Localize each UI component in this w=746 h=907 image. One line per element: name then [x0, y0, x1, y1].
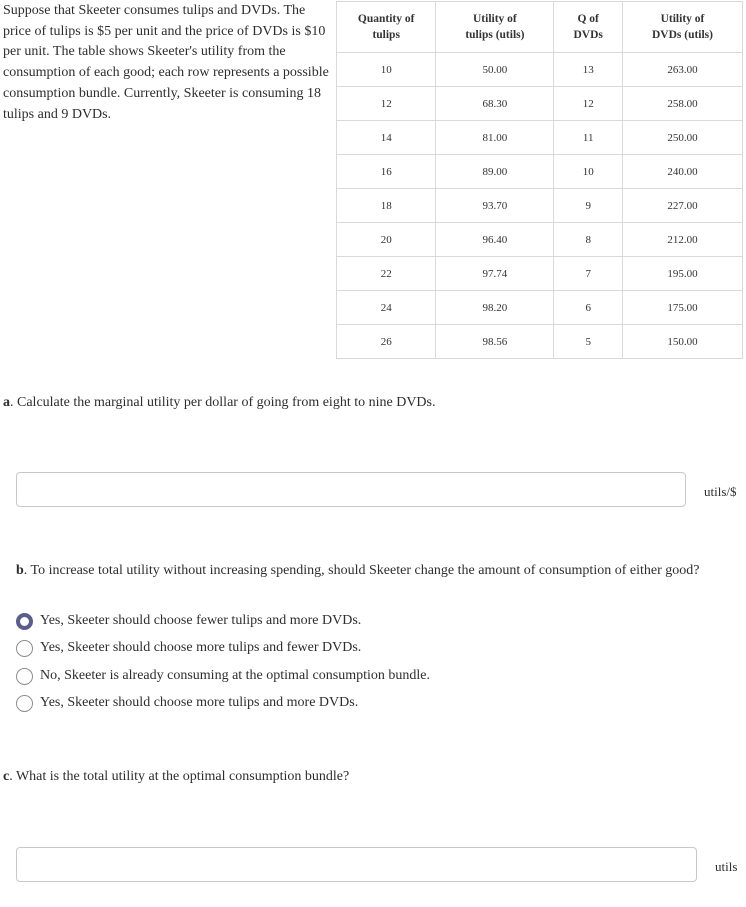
- table-row: [337, 155, 743, 189]
- header-quantity-tulips-line2: tulips: [372, 29, 400, 41]
- header-utility-dvds: [622, 2, 742, 53]
- cell-utility-dvds: 240.00: [622, 155, 742, 189]
- cell-quantity-dvds: 7: [554, 257, 623, 291]
- cell-utility-dvds: 175.00: [622, 291, 742, 325]
- table-row: [337, 291, 743, 325]
- question-b-text: . To increase total utility without increasing spending, should Skeeter change the amount of consumption of either good?: [23, 563, 700, 578]
- header-quantity-dvds: [554, 2, 623, 53]
- answer-c-input[interactable]: [16, 847, 697, 882]
- cell-quantity-tulips: 26: [337, 325, 436, 359]
- radio-button[interactable]: [16, 695, 33, 712]
- question-a-letter: a: [3, 395, 10, 410]
- cell-quantity-tulips: 10: [337, 53, 436, 87]
- question-c: [3, 768, 349, 786]
- table-row: [337, 121, 743, 155]
- option-already-optimal[interactable]: [16, 666, 430, 686]
- problem-intro: Suppose that Skeeter consumes tulips and DVDs. The price of tulips is $5 per unit and the price of DVDs is $10 per unit. The table shows Skeeter's utility from the consumption of each good; each row represents a possible consumption bundle. Currently, Skeeter is consuming 18 tulips and 9 DVDs.: [3, 3, 329, 122]
- option-label: Yes, Skeeter should choose more tulips and more DVDs.: [40, 695, 359, 710]
- option-more-tulips-more-dvds[interactable]: [16, 693, 358, 713]
- question-b-letter: b: [16, 563, 24, 578]
- cell-quantity-tulips: 24: [337, 291, 436, 325]
- cell-quantity-dvds: 10: [554, 155, 623, 189]
- cell-utility-dvds: 258.00: [622, 87, 742, 121]
- header-quantity-tulips: [337, 2, 436, 53]
- radio-button-selected[interactable]: [16, 613, 33, 630]
- cell-utility-tulips: 50.00: [436, 53, 554, 87]
- header-quantity-tulips-line1: Quantity of: [357, 13, 415, 25]
- cell-utility-dvds: 250.00: [622, 121, 742, 155]
- header-utility-tulips: [436, 2, 554, 53]
- question-c-letter: c: [3, 769, 10, 784]
- cell-quantity-tulips: 12: [337, 87, 436, 121]
- question-a-text: . Calculate the marginal utility per dollar of going from eight to nine DVDs.: [10, 395, 436, 410]
- header-utility-tulips-line2: tulips (utils): [465, 29, 525, 41]
- cell-utility-tulips: 97.74: [436, 257, 554, 291]
- cell-utility-tulips: 98.20: [436, 291, 554, 325]
- cell-quantity-dvds: 12: [554, 87, 623, 121]
- answer-c-unit: utils: [715, 859, 738, 874]
- header-utility-dvds-line2: DVDs (utils): [651, 29, 713, 41]
- table-row: [337, 325, 743, 359]
- cell-utility-dvds: 212.00: [622, 223, 742, 257]
- cell-quantity-tulips: 20: [337, 223, 436, 257]
- cell-utility-tulips: 81.00: [436, 121, 554, 155]
- cell-utility-tulips: 96.40: [436, 223, 554, 257]
- option-label: Yes, Skeeter should choose fewer tulips and more DVDs.: [40, 613, 362, 628]
- cell-utility-dvds: 263.00: [622, 53, 742, 87]
- cell-quantity-tulips: 14: [337, 121, 436, 155]
- cell-quantity-dvds: 5: [554, 325, 623, 359]
- answer-a-unit: utils/$: [704, 484, 737, 499]
- cell-quantity-dvds: 13: [554, 53, 623, 87]
- table-row: [337, 53, 743, 87]
- table-row: [337, 223, 743, 257]
- cell-utility-dvds: 195.00: [622, 257, 742, 291]
- question-a: [3, 394, 435, 412]
- option-label: Yes, Skeeter should choose more tulips and fewer DVDs.: [40, 640, 362, 655]
- table-row: [337, 189, 743, 223]
- cell-utility-tulips: 93.70: [436, 189, 554, 223]
- table-row: [337, 257, 743, 291]
- question-c-text: . What is the total utility at the optimal consumption bundle?: [9, 769, 350, 784]
- cell-utility-tulips: 68.30: [436, 87, 554, 121]
- cell-quantity-tulips: 22: [337, 257, 436, 291]
- cell-quantity-dvds: 11: [554, 121, 623, 155]
- cell-quantity-dvds: 6: [554, 291, 623, 325]
- cell-quantity-dvds: 8: [554, 223, 623, 257]
- radio-button[interactable]: [16, 640, 33, 657]
- option-fewer-tulips-more-dvds[interactable]: [16, 611, 361, 631]
- radio-button[interactable]: [16, 668, 33, 685]
- question-b: [16, 562, 699, 580]
- cell-quantity-dvds: 9: [554, 189, 623, 223]
- cell-utility-dvds: 227.00: [622, 189, 742, 223]
- header-utility-tulips-line1: Utility of: [473, 13, 517, 25]
- utility-table: [336, 1, 743, 359]
- cell-utility-dvds: 150.00: [622, 325, 742, 359]
- cell-quantity-tulips: 16: [337, 155, 436, 189]
- cell-utility-tulips: 98.56: [436, 325, 554, 359]
- cell-quantity-tulips: 18: [337, 189, 436, 223]
- option-label: No, Skeeter is already consuming at the optimal consumption bundle.: [40, 668, 430, 683]
- cell-utility-tulips: 89.00: [436, 155, 554, 189]
- header-quantity-dvds-line1: Q of: [577, 13, 599, 25]
- table-row: [337, 87, 743, 121]
- header-quantity-dvds-line2: DVDs: [573, 29, 603, 41]
- answer-a-input[interactable]: [16, 472, 686, 507]
- option-more-tulips-fewer-dvds[interactable]: [16, 638, 361, 658]
- header-utility-dvds-line1: Utility of: [660, 13, 705, 25]
- table-header-row: [337, 2, 743, 53]
